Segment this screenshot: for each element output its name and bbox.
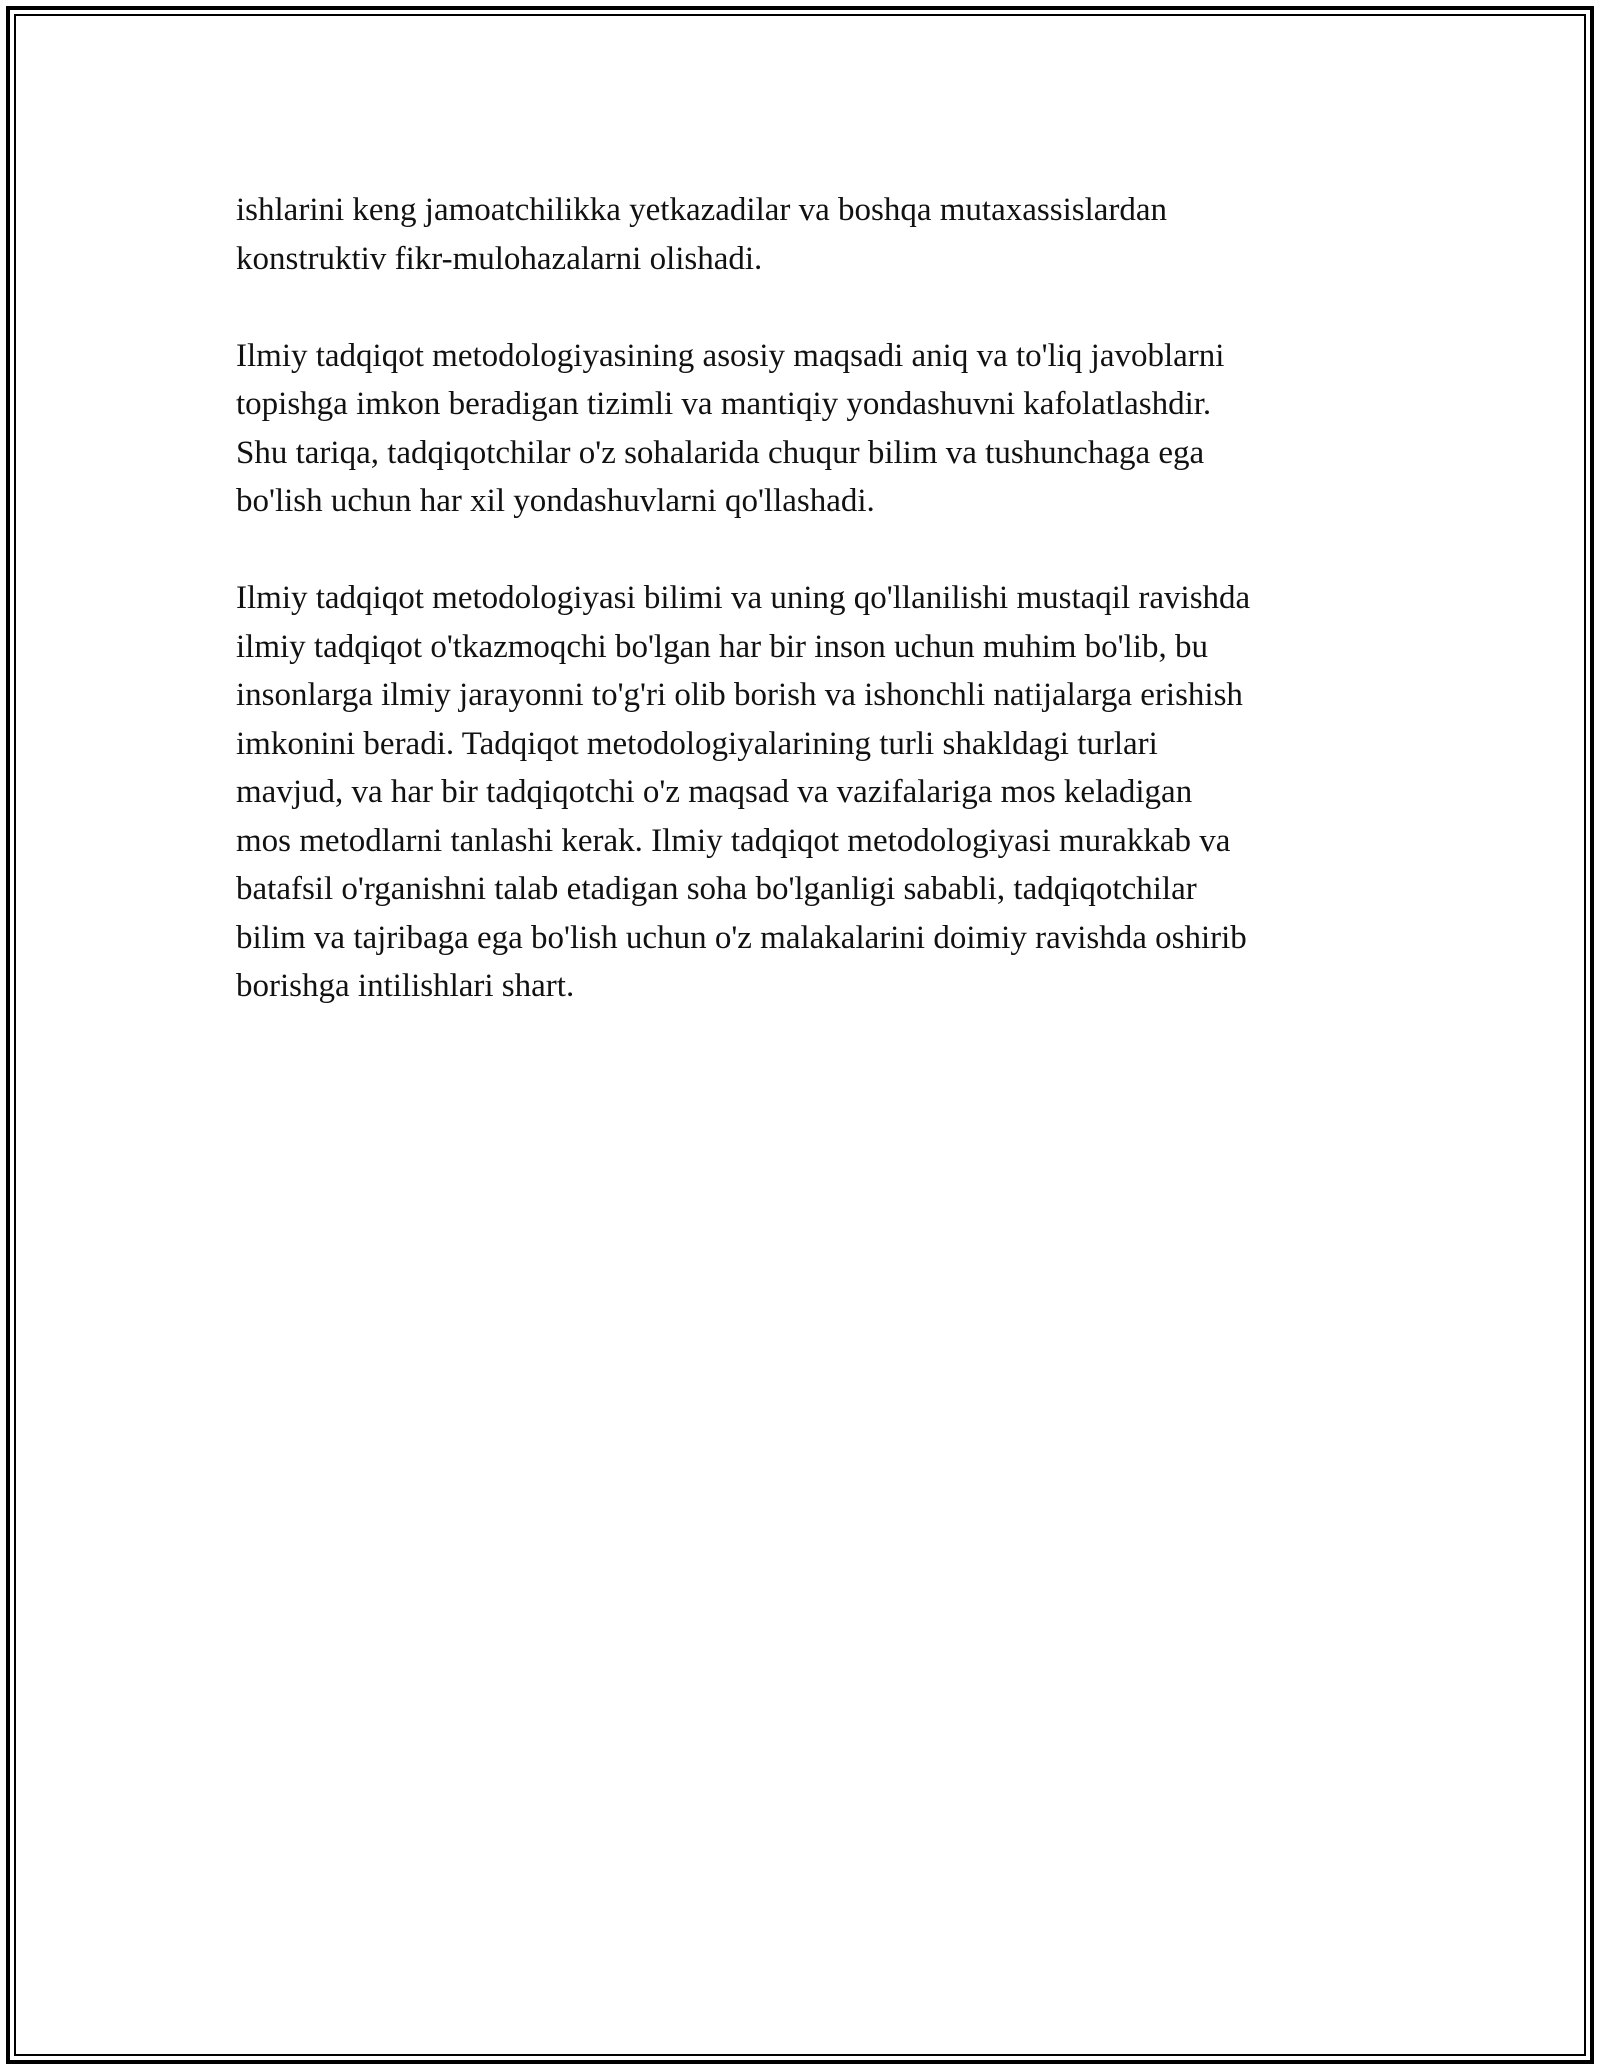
text-line: batafsil o'rganishni talab etadigan soha bo'lganligi sababli, tadqiqotchilar [236, 871, 1197, 907]
paragraph-1 [236, 186, 1396, 283]
text-line: topishga imkon beradigan tizimli va mantiqiy yondashuvni kafolatlashdir. [236, 386, 1212, 422]
text-line: imkonini beradi. Tadqiqot metodologiyalarining turli shakldagi turlari [236, 725, 1158, 762]
text-line: bo'lish uchun har xil yondashuvlarni qo'llashadi. [236, 483, 875, 519]
text-line: Ilmiy tadqiqot metodologiyasining asosiy maqsadi aniq va to'liq javoblarni [236, 337, 1225, 374]
text-line: insonlarga ilmiy jarayonni to'g'ri olib borish va ishonchli natijalarga erishish [236, 677, 1243, 713]
text-line: konstruktiv fikr-mulohazalarni olishadi. [236, 240, 763, 277]
text-line: borishga intilishlari shart. [236, 968, 575, 1004]
text-line: Shu tariqa, tadqiqotchilar o'z sohalarida chuqur bilim va tushunchaga ega [236, 434, 1205, 471]
text-line: mos metodlarni tanlashi kerak. Ilmiy tadqiqot metodologiyasi murakkab va [236, 822, 1231, 859]
document-body [236, 186, 1396, 1059]
text-line: bilim va tajribaga ega bo'lish uchun o'z malakalarini doimiy ravishda oshirib [236, 919, 1247, 956]
text-line: Ilmiy tadqiqot metodologiyasi bilimi va uning qo'llanilishi mustaqil ravishda [236, 580, 1251, 616]
text-line: ilmiy tadqiqot o'tkazmoqchi bo'lgan har bir inson uchun muhim bo'lib, bu [236, 628, 1208, 665]
text-line: mavjud, va har bir tadqiqotchi o'z maqsad va vazifalariga mos keladigan [236, 774, 1193, 810]
paragraph-3 [236, 574, 1396, 1011]
text-line: ishlarini keng jamoatchilikka yetkazadilar va boshqa mutaxassislardan [236, 192, 1168, 228]
paragraph-2 [236, 332, 1396, 526]
